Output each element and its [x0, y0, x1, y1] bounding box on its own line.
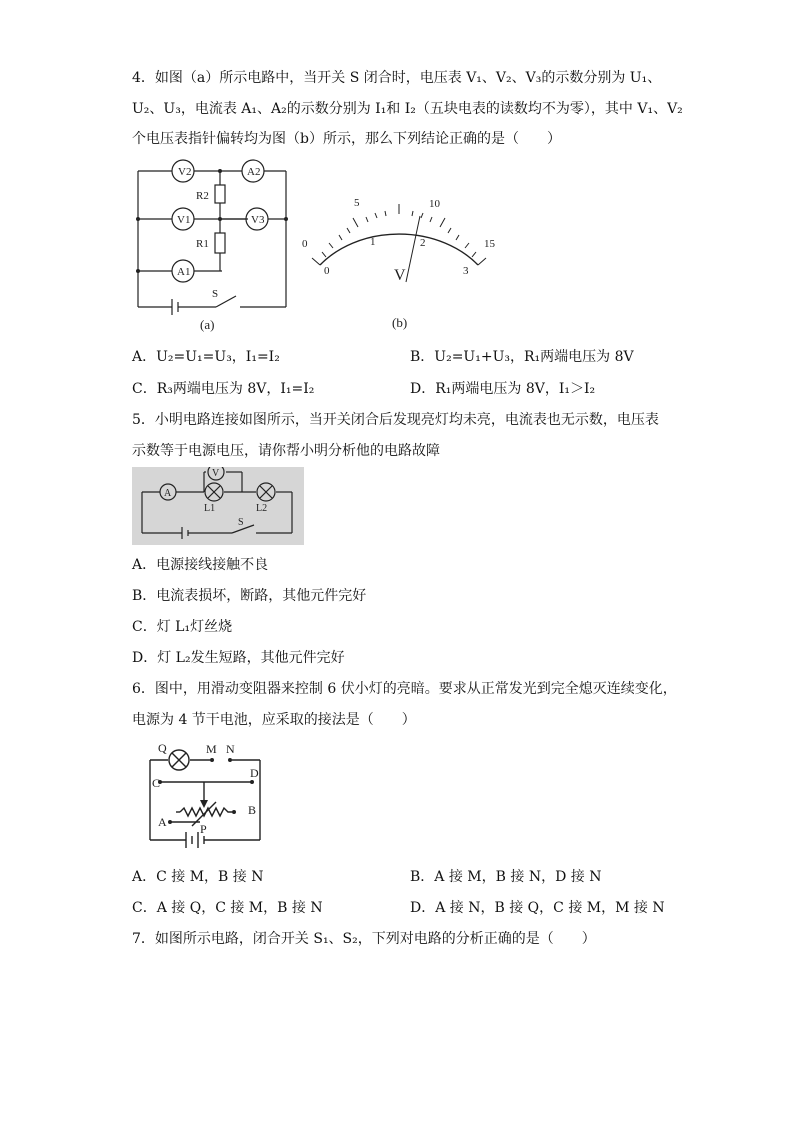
q6-stem-line2: 电源为 4 节干电池，应采取的接法是（ ）: [132, 712, 416, 728]
resistor-r1-label: R1: [196, 238, 209, 250]
scale-outer-10: 10: [429, 198, 440, 210]
terminal-c-label: C: [152, 776, 161, 790]
terminal-q-label: Q: [158, 741, 167, 755]
scale-inner-3: 3: [463, 265, 469, 277]
resistor-r2-label: R2: [196, 190, 209, 202]
ammeter-label: A: [164, 488, 172, 499]
scale-inner-2: 2: [420, 237, 426, 249]
switch-s-label: S: [212, 288, 219, 300]
q6-circuit-figure: [140, 738, 270, 850]
scale-outer-5: 5: [354, 197, 360, 209]
q5-option-b[interactable]: B．电流表损坏，断路，其他元件完好: [132, 588, 367, 604]
q5-option-c[interactable]: C．灯 L₁灯丝烧: [132, 619, 233, 635]
q4-stem-line2: U₂、U₃，电流表 A₁、A₂的示数分别为 I₁和 I₂（五块电表的读数均不为零），其中 V₁、V₂: [132, 101, 683, 117]
voltmeter-label: V: [212, 468, 220, 479]
q6-option-a[interactable]: A．C 接 M，B 接 N: [132, 869, 264, 885]
figure-a-caption: (a): [200, 317, 215, 332]
meter-v1-label: V1: [177, 214, 191, 226]
slider-p-label: P: [200, 822, 207, 836]
scale-outer-15: 15: [484, 238, 495, 250]
scale-inner-0: 0: [324, 265, 330, 277]
q4-option-d[interactable]: D．R₁两端电压为 8V，I₁＞I₂: [410, 381, 596, 397]
terminal-m-label: M: [206, 742, 217, 756]
q7-stem-line1: 7．如图所示电路，闭合开关 S₁、S₂，下列对电路的分析正确的是（ ）: [132, 931, 596, 947]
q4-stem-line1: 4．如图（a）所示电路中，当开关 S 闭合时，电压表 V₁、V₂、V₃的示数分别为 U₁、: [132, 70, 662, 86]
q4-stem-line3: 个电压表指针偏转均为图（b）所示，那么下列结论正确的是（ ）: [132, 131, 561, 147]
meter-a2-label: A2: [247, 166, 261, 178]
q6-stem-line1: 6．图中，用滑动变阻器来控制 6 伏小灯的亮暗。要求从正常发光到完全熄灭连续变化，: [132, 681, 677, 697]
terminal-d-label: D: [250, 766, 259, 780]
q4-option-a[interactable]: A．U₂=U₁=U₃，I₁=I₂: [132, 349, 280, 365]
q5-option-d[interactable]: D．灯 L₂发生短路，其他元件完好: [132, 650, 345, 666]
voltmeter-unit: V: [394, 267, 406, 284]
terminal-b-label: B: [248, 803, 257, 817]
lamp-l1-label: L1: [204, 503, 216, 514]
q6-option-c[interactable]: C．A 接 Q，C 接 M，B 接 N: [132, 900, 323, 916]
switch-s-label: S: [238, 517, 244, 528]
meter-a1-label: A1: [177, 266, 191, 278]
q5-stem-line1: 5．小明电路连接如图所示，当开关闭合后发现亮灯均未亮，电流表也无示数，电压表: [132, 412, 659, 428]
meter-v3-label: V3: [251, 214, 265, 226]
q5-option-a[interactable]: A．电源接线接触不良: [132, 557, 269, 573]
q6-option-b[interactable]: B．A 接 M，B 接 N，D 接 N: [410, 869, 602, 885]
scale-outer-0: 0: [302, 238, 308, 250]
q4-circuit-figure-a: [128, 155, 298, 335]
q4-option-c[interactable]: C．R₃两端电压为 8V，I₁=I₂: [132, 381, 315, 397]
q6-option-d[interactable]: D．A 接 N，B 接 Q，C 接 M，M 接 N: [410, 900, 665, 916]
scale-inner-1: 1: [370, 236, 376, 248]
q4-voltmeter-figure-b: [298, 190, 508, 335]
q4-option-b[interactable]: B．U₂=U₁+U₃，R₁两端电压为 8V: [410, 349, 634, 365]
q5-circuit-figure: [132, 467, 304, 545]
figure-b-caption: (b): [392, 315, 408, 330]
lamp-l2-label: L2: [256, 503, 268, 514]
terminal-a-label: A: [158, 815, 167, 829]
terminal-n-label: N: [226, 742, 235, 756]
q5-stem-line2: 示数等于电源电压，请你帮小明分析他的电路故障: [132, 443, 440, 459]
meter-v2-label: V2: [178, 166, 192, 178]
